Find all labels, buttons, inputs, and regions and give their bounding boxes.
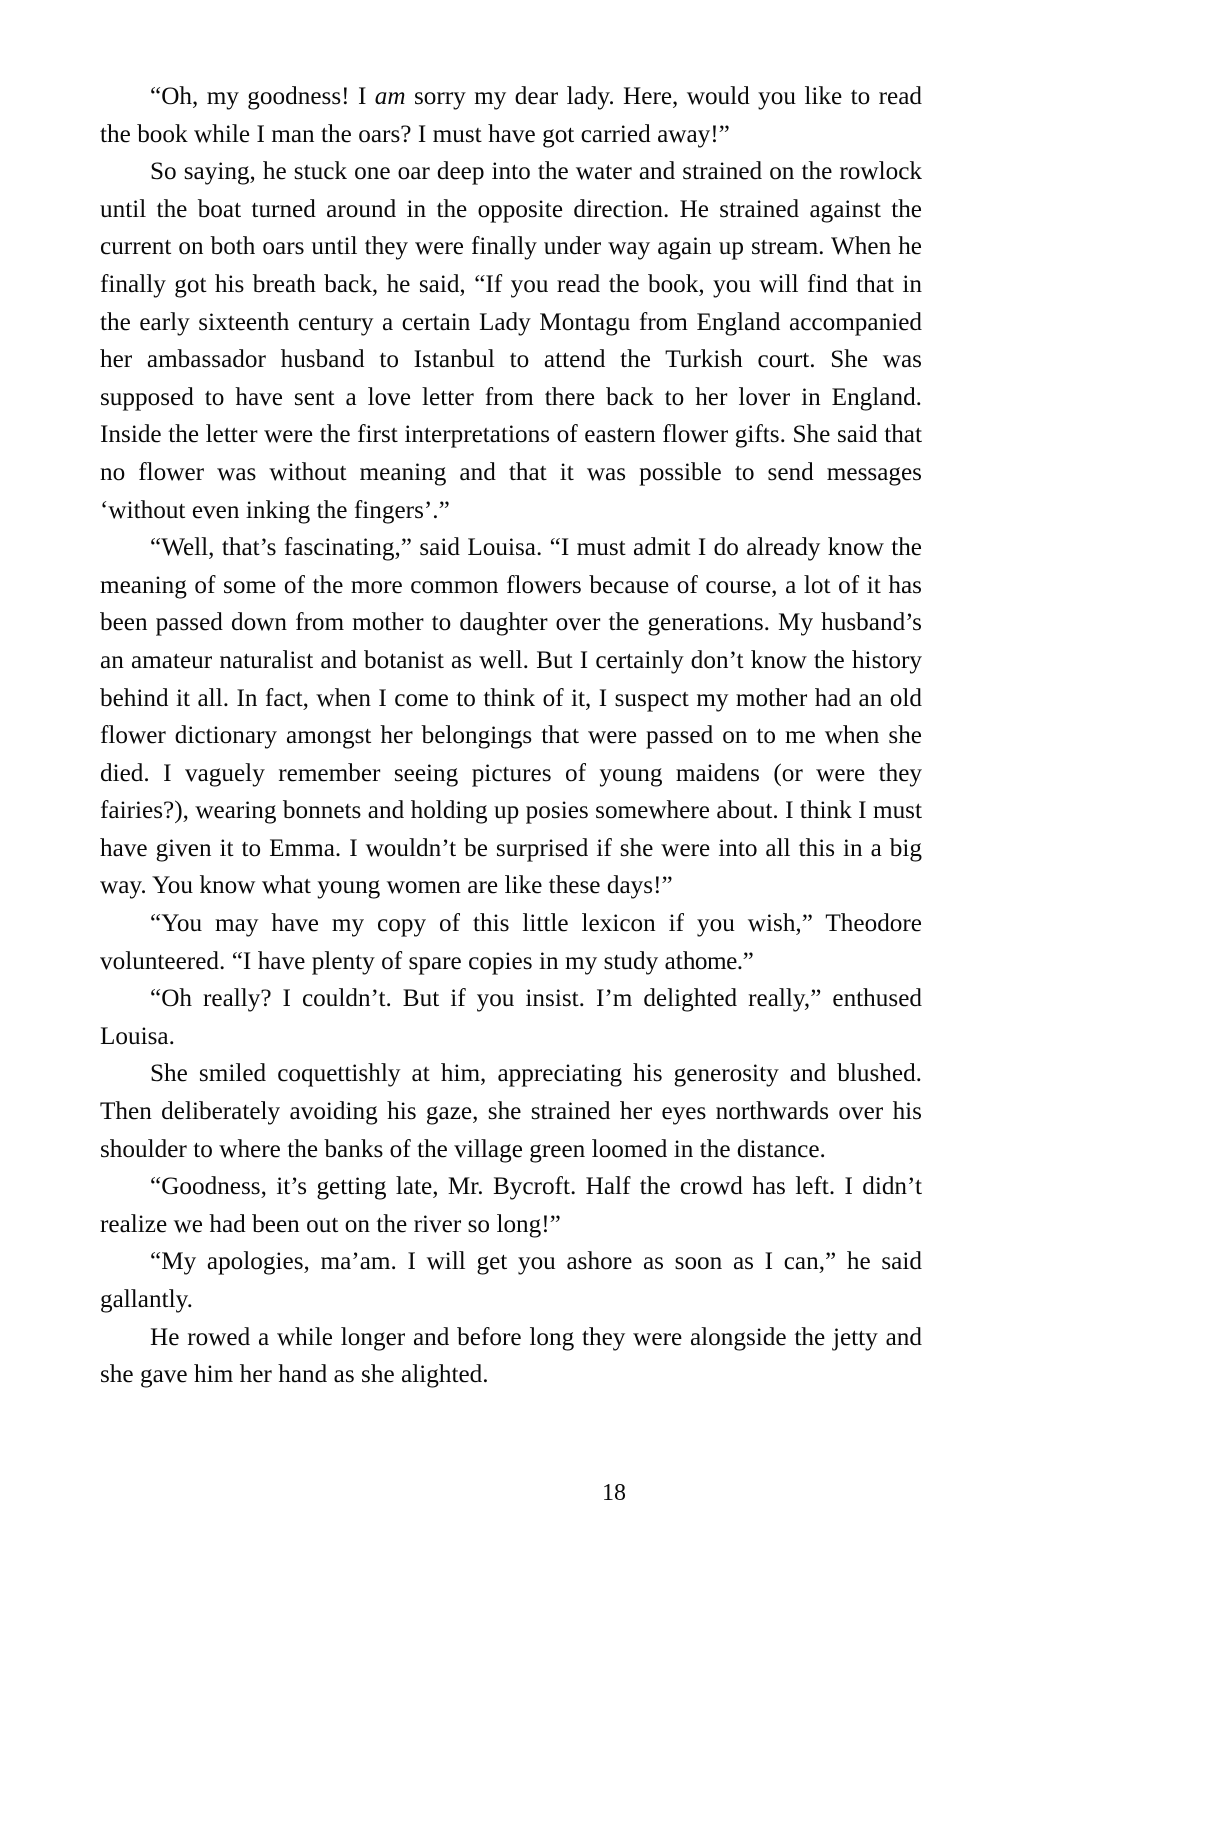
paragraph-8: “My apologies, ma’am. I will get you ashore as soon as I can,” he said gallantly. bbox=[100, 1248, 922, 1313]
paragraph-4-tight-word: home.” bbox=[682, 947, 754, 975]
paragraph-1-text-before-italic: “Oh, my goodness! I bbox=[150, 83, 375, 110]
paragraph-9: He rowed a while longer and before long they were alongside the jetty and she gave him her hand as she alighted. bbox=[100, 1323, 922, 1389]
page-text-block bbox=[100, 78, 922, 1394]
paragraph-1 bbox=[100, 78, 922, 153]
paragraph-5: “Oh really? I couldn’t. But if you insist. I’m delighted really,” enthused Louisa. bbox=[100, 985, 922, 1050]
paragraph-7: “Goodness, it’s getting late, Mr. Bycroft. Half the crowd has left. I didn’t realize we had been out on the river so long!” bbox=[100, 1173, 922, 1238]
paragraph-4 bbox=[100, 905, 922, 980]
paragraph-3: “Well, that’s fascinating,” said Louisa. “I must admit I do already know the meaning of some of the more common flowers because of course, a lot of it has been passed down from mother to daughter over the generations. My husband’s an amateur naturalist and botanist as well. But I certainly don’t know the history behind it all. In fact, when I come to think of it, I suspect my mother had an old flower dictionary amongst her belongings that were passed on to me when she died. I vaguely remember seeing pictures of young maidens (or were they fairies?), wearing bonnets and holding up posies somewhere about. I think I must have given it to Emma. I wouldn’t be surprised if she were into all this in a big way. You know what young women are like these days!” bbox=[100, 534, 922, 900]
emphasis-am: am bbox=[374, 83, 406, 110]
paragraph-1-text-after-italic: sorry my dear lady. Here, would you like to read the book while I man the oars? I must have got carried away!” bbox=[100, 83, 922, 148]
paragraph-6: She smiled coquettishly at him, appreciating his generosity and blushed. Then deliberately avoiding his gaze, she strained her eyes northwards over his shoulder to where the banks of the village green loomed in the distance. bbox=[100, 1060, 922, 1163]
paragraph-4-text-part-1: “You may have my copy of this little lexicon if you wish,” Theodore volunteered. “I have plenty of spare copies in my study at bbox=[100, 910, 922, 975]
page-number: 18 bbox=[602, 1480, 626, 1506]
paragraph-2: So saying, he stuck one oar deep into the water and strained on the rowlock until the boat turned around in the opposite direction. He strained against the current on both oars until they were finally under way again up stream. When he finally got his breath back, he said, “If you read the book, you will find that in the early sixteenth century a certain Lady Montagu from England accompanied her ambassador husband to Istanbul to attend the Turkish court. She was supposed to have sent a love letter from there back to her lover in England. Inside the letter were the first interpretations of eastern flower gifts. She said that no flower was without meaning and that it was possible to send messages ‘without even inking the fingers’.” bbox=[100, 158, 922, 524]
